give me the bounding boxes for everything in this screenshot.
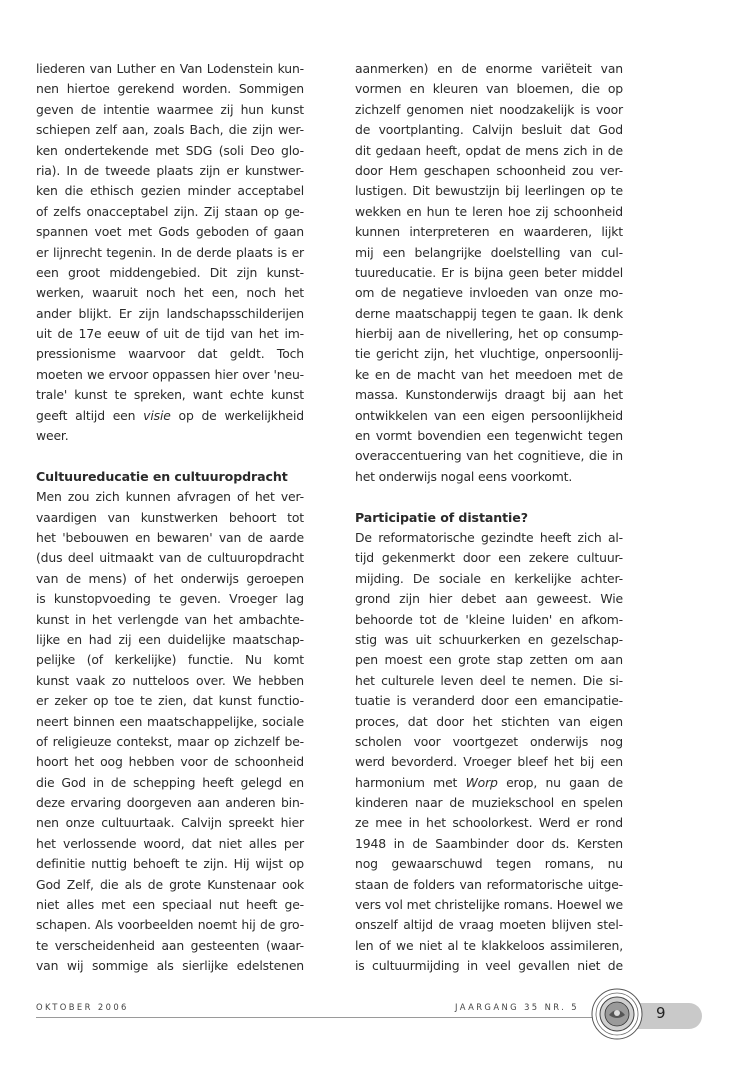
text-line: niet alles met een speciaal nut heeft ge-: [36, 897, 304, 913]
section-heading-participatie: Participatie of distantie?: [355, 509, 528, 525]
text-line: om de negatieve invloeden van onze mo-: [355, 285, 623, 301]
text-line: deze ervaring doorgeven aan anderen bin-: [36, 795, 304, 811]
text-line: mij een belangrijke doelstelling van cul-: [355, 244, 623, 260]
emphasis-worp: Worp: [465, 774, 498, 790]
text-line: schiepen zelf aan, zoals Bach, die zijn wer-: [36, 122, 304, 138]
text-line: moeten we ervoor oppassen hier over 'neu-: [36, 366, 304, 382]
text-line: wekken en hun te leren hoe zij schoonheid: [355, 203, 623, 219]
text-line: van de mens) of het onderwijs geroepen: [36, 570, 304, 586]
text-line: pressionisme waarvoor dat geldt. Toch: [36, 346, 304, 362]
section-heading-cultuureducatie: Cultuureducatie en cultuuropdracht: [36, 468, 288, 484]
text-line: definitie nuttig behoeft te zijn. Hij wijst op: [36, 856, 304, 872]
text-line: ria). In de tweede plaats zijn er kunstwer-: [36, 162, 304, 178]
text-line: het 'bebouwen en bewaren' van de aarde: [36, 529, 304, 545]
text-line: grond zijn hier debet aan geweest. Wie: [355, 591, 623, 607]
text-line: liederen van Luther en Van Lodenstein kun-: [36, 61, 304, 76]
text-line: er zeker op toe te zien, dat kunst functio-: [36, 693, 304, 709]
text-line: massa. Kunstonderwijs draagt bij aan het: [355, 387, 623, 403]
text-line: len of we niet al te klakkeloos assimileren,: [355, 937, 623, 953]
text-line: werd bevorderd. Vroeger bleef het bij een: [355, 754, 623, 770]
text-line: uit de 17e eeuw of uit de tijd van het im-: [36, 326, 304, 342]
text-line: kunst in het verlengde van het ambachte-: [36, 611, 304, 627]
text-line: lustigen. Dit bewustzijn bij leerlingen op te: [355, 183, 623, 199]
text-line: hoort het oog hebben voor de schoonheid: [36, 754, 304, 770]
text-line: weer.: [36, 428, 69, 444]
text-line: harmonium met Worp erop, nu gaan de: [355, 774, 623, 790]
text-line: ken ondertekende met SDG (soli Deo glo-: [36, 142, 304, 158]
text-line: pelijke (of kerkelijke) functie. Nu komt: [36, 652, 304, 668]
text-line: neert binnen een maatschappelijke, sociale: [36, 713, 304, 729]
text-line: aanmerken) en de enorme variëteit van: [355, 61, 623, 76]
text-line: scholen voor voortgezet onderwijs nog: [355, 733, 623, 749]
text-line: er lijnrecht tegenin. In de derde plaats is er: [36, 244, 304, 260]
text-line: proces, dat door het stichten van eigen: [355, 713, 623, 729]
text-line: staan de folders van reformatorische uitge-: [355, 876, 623, 892]
text-line: vormen en kleuren van bloemen, die op: [355, 81, 623, 97]
right-paragraph-2a: [355, 528, 623, 773]
emphasis-visie: visie: [143, 407, 171, 423]
page-number: 9: [656, 1004, 667, 1022]
text-line: kinderen naar de muziekschool en spelen: [355, 795, 623, 811]
text-line: tijd gekenmerkt door een zekere cultuur-: [355, 550, 623, 566]
text-line: te verscheidenheid aan gesteenten (waar-: [36, 937, 304, 953]
text-line: trale' kunst te spreken, want echte kunst: [36, 387, 304, 403]
text-line: geven de intentie waarmee zij hun kunst: [36, 101, 304, 117]
text-line: overaccentuering van het cognitieve, die in: [355, 448, 623, 464]
text-line: het culturele leven deel te nemen. Die si-: [355, 672, 623, 688]
text-line: het onderwijs nogal eens voorkomt.: [355, 468, 573, 484]
right-column: [355, 59, 623, 977]
text-line: tie gericht zijn, het vluchtige, onpersoonlij-: [355, 346, 623, 362]
text-line: derne maatschappij tegen te gaan. Ik denk: [355, 305, 623, 321]
publisher-seal-icon: [591, 988, 643, 1040]
text-line: tuureducatie. Er is bijna geen beter middel: [355, 264, 623, 280]
left-column: [36, 59, 304, 977]
text-line: dit gedaan heeft, opdat de mens zich in de: [355, 142, 623, 158]
left-paragraph-2: [36, 487, 304, 976]
text-line: een groot middengebied. Dit zijn kunst-: [36, 264, 304, 280]
footer-rule: [36, 1017, 596, 1018]
text-line: vers vol met christelijke romans. Hoewel we: [355, 897, 623, 913]
text-line: (dus deel uitmaakt van de cultuuropdracht: [36, 550, 304, 566]
text-line: ontwikkelen van een eigen persoonlijkheid: [355, 407, 623, 423]
text-line: of zelfs onacceptabel zijn. Zij staan op ge-: [36, 203, 304, 219]
text-line: van wij sommige als sierlijke edelstenen: [36, 958, 304, 974]
text-line: spannen voet met Gods geboden of gaan: [36, 224, 304, 240]
text-line: ander blijkt. Er zijn landschapsschilderijen: [36, 305, 304, 321]
text-line: vaardigen van kunstwerken behoort tot: [36, 509, 304, 525]
text-line: is cultuurmijding in veel gevallen niet de: [355, 958, 623, 974]
text-line: onszelf altijd de vraag moeten blijven stel-: [355, 917, 623, 933]
text-line: het verlossende woord, dat niet alles per: [36, 835, 304, 851]
text-line: nen onze cultuurtaak. Calvijn spreekt hier: [36, 815, 304, 831]
text-line: ken die ethisch gezien minder acceptabel: [36, 183, 304, 199]
text-line: De reformatorische gezindte heeft zich al-: [355, 529, 623, 545]
text-line: de voortplanting. Calvijn besluit dat God: [355, 122, 623, 138]
right-paragraph-1: [355, 59, 623, 467]
text-line: door Hem geschapen schoonheid zou ver-: [355, 162, 623, 178]
text-line: nog gewaarschuwd tegen romans, nu: [355, 856, 623, 872]
text-line: stig was uit schuurkerken en gezelschap-: [355, 631, 623, 647]
text-line: God Zelf, die als de grote Kunstenaar ook: [36, 876, 304, 892]
text-line: die God in de schepping heeft gelegd en: [36, 774, 304, 790]
text-line: schapen. Als voorbeelden noemt hij de gro-: [36, 917, 304, 933]
text-line: zichzelf genomen niet noodzakelijk is voor: [355, 101, 623, 117]
text-line: is kunstopvoeding te geven. Vroeger lag: [36, 591, 304, 607]
text-line: ke en de macht van het meedoen met de: [355, 366, 623, 382]
footer-volume: JAARGANG 35 NR. 5: [455, 1002, 580, 1012]
text-line: 1948 in de Saambinder door ds. Kersten: [355, 835, 623, 851]
text-line: tuatie is veranderd door een emancipatie-: [355, 693, 623, 709]
text-line: mijding. De sociale en kerkelijke achter-: [355, 570, 623, 586]
text-line: of religieuze contekst, maar op zichzelf be-: [36, 733, 304, 749]
text-line: lijke en had zij een duidelijke maatschap-: [36, 631, 304, 647]
footer-date: OKTOBER 2006: [36, 1002, 129, 1012]
text-line: kunst vaak zo nutteloos over. We hebben: [36, 672, 304, 688]
text-line: werken, waaruit noch het een, noch het: [36, 285, 304, 301]
text-line: hierbij aan de nivellering, het op consump-: [355, 326, 623, 342]
text-line: kunnen interpreteren en waarderen, lijkt: [355, 224, 623, 240]
right-paragraph-2b: [355, 793, 623, 977]
text-line: geeft altijd een visie op de werkelijkheid: [36, 407, 305, 423]
text-line: behoorde tot de 'kleine luiden' en afkom-: [355, 611, 623, 627]
left-paragraph-1: [36, 59, 304, 406]
text-line: nen hiertoe gerekend worden. Sommigen: [36, 81, 304, 97]
text-line: pen moest een grote stap zetten om aan: [355, 652, 623, 668]
text-line: Men zou zich kunnen afvragen of het ver-: [36, 489, 304, 505]
text-line: ze mee in het schoolorkest. Werd er rond: [355, 815, 623, 831]
text-line: en vormt bovendien een tegenwicht tegen: [355, 428, 623, 444]
